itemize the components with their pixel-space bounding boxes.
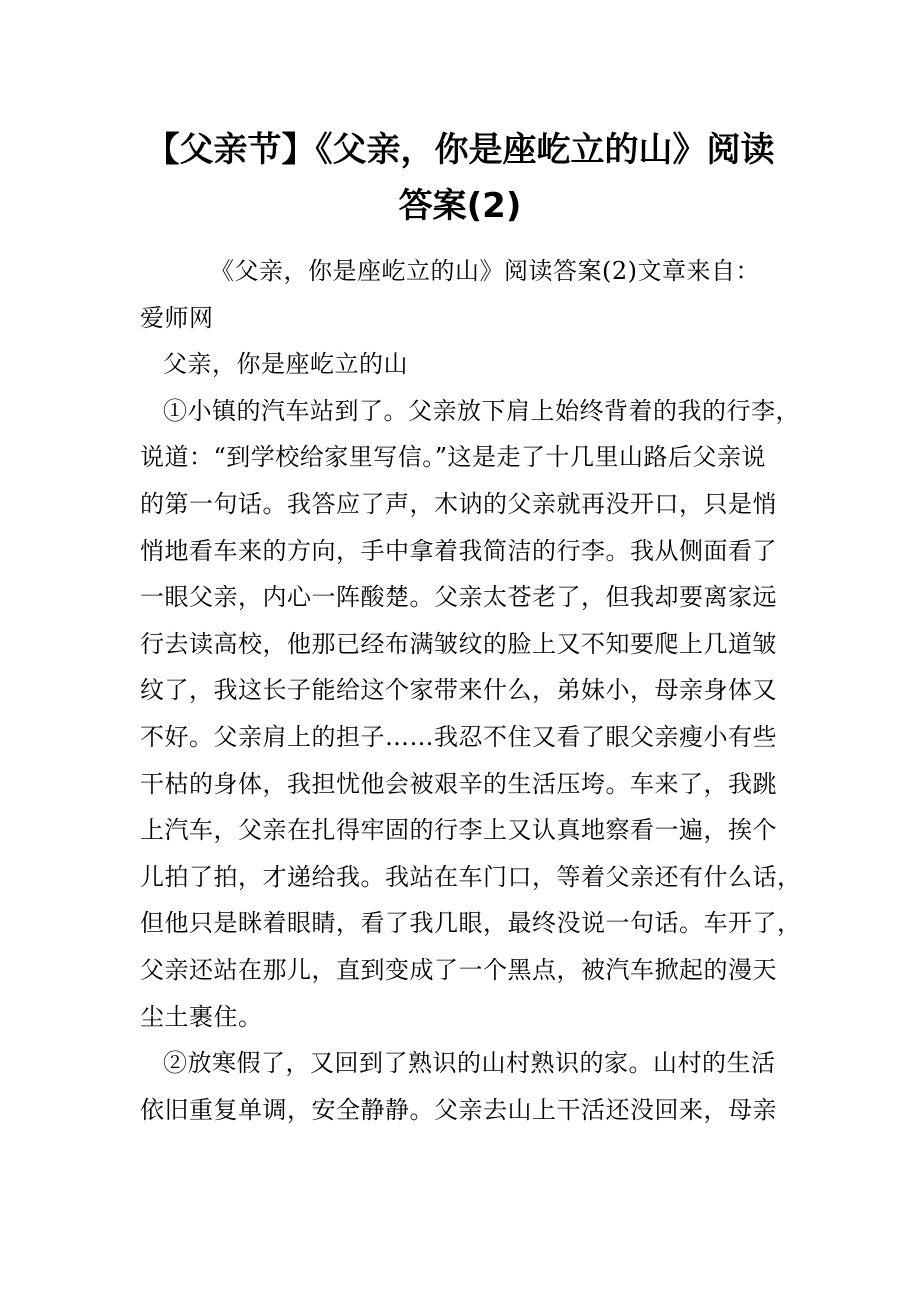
text-line: 不好。父亲肩上的担子……我忍不住又看了眼父亲瘦小有些: [140, 722, 777, 751]
text-line: ②放寒假了，又回到了熟识的山村熟识的家。山村的生活: [163, 1049, 776, 1078]
text-line: 但他只是眯着眼睛，看了我几眼，最终没说一句话。车开了，: [140, 909, 802, 938]
text-line: 的第一句话。我答应了声，木讷的父亲就再没开口，只是悄: [140, 489, 777, 518]
document-title-line-1: 【父亲节】《父亲，你是座屹立的山》阅读: [145, 130, 775, 170]
text-line: 儿拍了拍，才递给我。我站在车门口，等着父亲还有什么话，: [140, 862, 802, 891]
text-line: 父亲，你是座屹立的山: [163, 350, 408, 379]
document-body: [140, 248, 800, 1133]
text-line: 说道：“到学校给家里写信。”这是走了十几里山路后父亲说: [140, 443, 767, 472]
text-line: 干枯的身体，我担忧他会被艰辛的生活压垮。车来了，我跳: [140, 769, 777, 798]
text-line: 尘土裹住。: [140, 1002, 263, 1031]
text-line: ①小镇的汽车站到了。父亲放下肩上始终背着的我的行李，: [163, 396, 800, 425]
text-line: 行去读高校，他那已经布满皱纹的脸上又不知要爬上几道皱: [140, 629, 777, 658]
text-line: 上汽车，父亲在扎得牢固的行李上又认真地察看一遍，挨个: [140, 816, 777, 845]
text-line: 父亲还站在那儿，直到变成了一个黑点，被汽车掀起的漫天: [140, 955, 777, 984]
document-title-line-2: 答案(2): [398, 186, 522, 226]
text-line: 爱师网: [140, 303, 214, 332]
text-line: 《父亲，你是座屹立的山》阅读答案(2)文章来自：: [210, 257, 760, 285]
text-line: 依旧重复单调，安全静静。父亲去山上干活还没回来，母亲: [140, 1095, 777, 1124]
text-line: 一眼父亲，内心一阵酸楚。父亲太苍老了，但我却要离家远: [140, 583, 777, 612]
text-line: 纹了，我这长子能给这个家带来什么，弟妹小，母亲身体又: [140, 676, 777, 705]
text-line: 悄地看车来的方向，手中拿着我简洁的行李。我从侧面看了: [140, 536, 777, 565]
